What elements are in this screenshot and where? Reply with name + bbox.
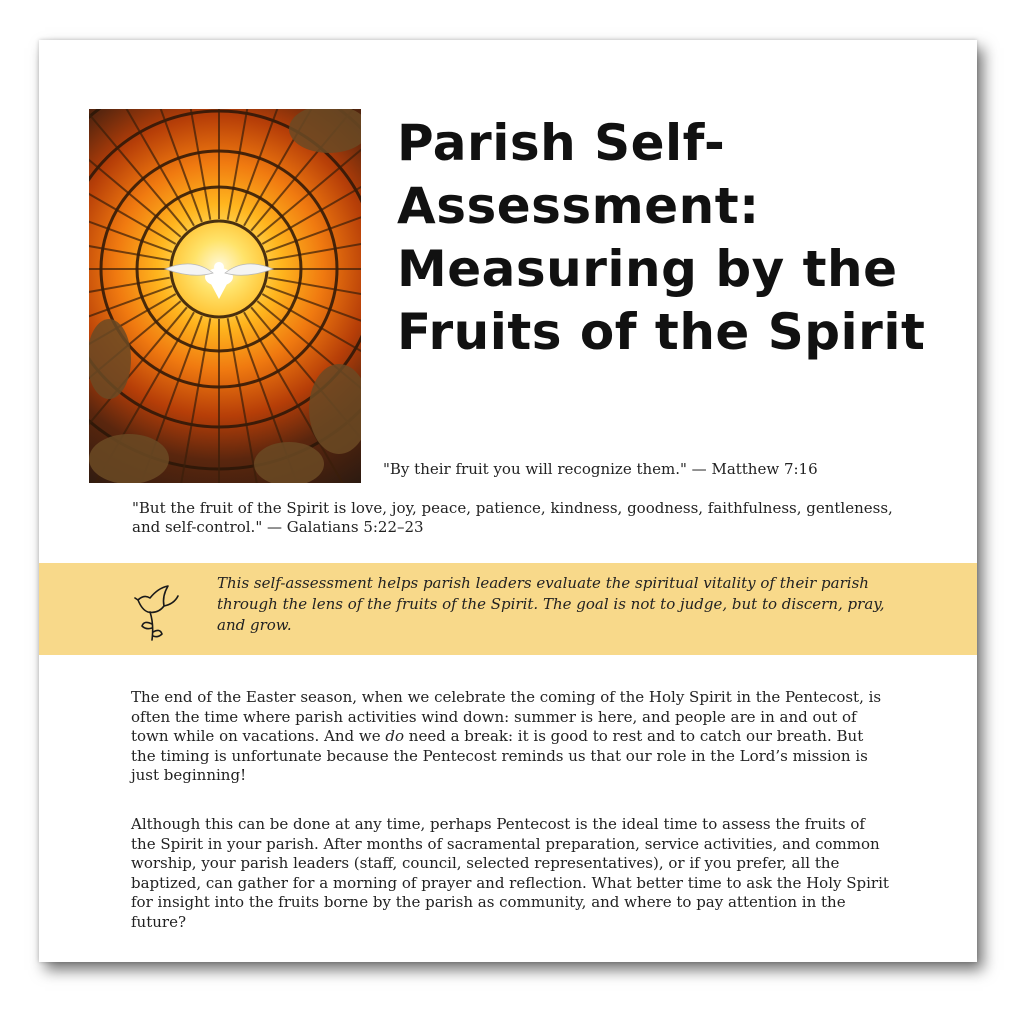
dove-icon xyxy=(165,262,273,299)
document-page xyxy=(39,40,977,962)
page-title: Parish Self-Assessment: Measuring by the Fruits of the Spirit xyxy=(397,114,926,361)
emphasis-text: do xyxy=(385,727,405,745)
intro-callout-banner xyxy=(39,563,977,655)
stained-glass-dove-image xyxy=(89,109,361,483)
intro-callout-text: This self-assessment helps parish leaders evaluate the spiritual vitality of their parish through the lens of the fruits of the Spirit. The goal is not to judge, but to discern, pray, and grow. xyxy=(217,574,885,634)
scripture-quote-matthew: "By their fruit you will recognize them." — Matthew 7:16 xyxy=(383,460,818,478)
scripture-quote-galatians: "But the fruit of the Spirit is love, joy, peace, patience, kindness, goodness, faithfulness, gentleness, and self-control." — Galatians 5:22–23 xyxy=(132,499,893,536)
body-paragraph-1: The end of the Easter season, when we celebrate the coming of the Holy Spirit in the Pentecost, is often the time where parish activities wind down: summer is here, and people are in and out of town while on vacations. And we do need a break: it is good to rest and to catch our breath. But the timing is unfortunate because the Pentecost reminds us that our role in the Lord’s mission is just beginning! xyxy=(131,688,882,784)
body-paragraph-2: Although this can be done at any time, perhaps Pentecost is the ideal time to assess the fruits of the Spirit in your parish. After months of sacramental preparation, service activities, and common worship, your parish leaders (staff, council, selected representatives), or if you prefer, all the baptized, can gather for a morning of prayer and reflection. What better time to ask the Holy Spirit for insight into the fruits borne by the parish as community, and where to pay attention in the future? xyxy=(131,815,889,931)
dove-olive-branch-icon xyxy=(134,578,180,642)
